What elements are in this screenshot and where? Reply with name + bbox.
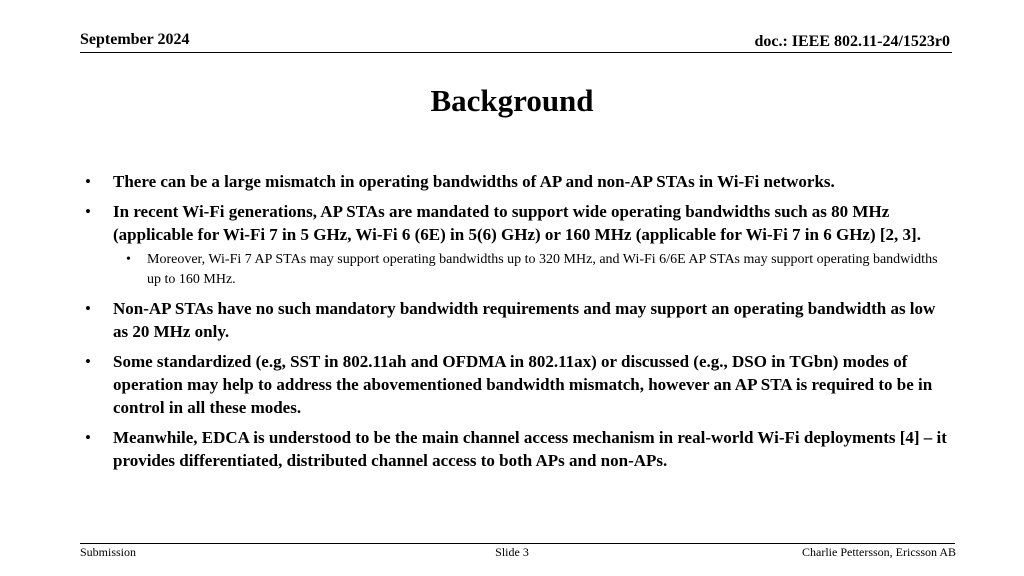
- footer-slide-number: Slide 3: [495, 545, 529, 559]
- footer-author: Charlie Pettersson, Ericsson AB: [802, 545, 956, 559]
- slide-title: Background: [430, 83, 594, 118]
- header-divider: [80, 52, 952, 53]
- bullet-list: [80, 170, 950, 479]
- header-date: September 2024: [80, 31, 190, 48]
- bullet-item: • Meanwhile, EDCA is understood to be the main channel access mechanism in real-world Wi-Fi deployments [4] – it provides differentiated, distributed channel access to both APs and non-APs.: [80, 426, 950, 472]
- bullet-item: • Some standardized (e.g, SST in 802.11ah and OFDMA in 802.11ax) or discussed (e.g., DSO in TGbn) modes of operation may help to address the abovementioned bandwidth mismatch, however an AP STA is required to be in control in all these modes.: [80, 350, 950, 419]
- bullet-item: • Non-AP STAs have no such mandatory bandwidth requirements and may support an operating bandwidth as low as 20 MHz only.: [80, 297, 950, 343]
- footer-divider: [80, 543, 955, 544]
- bullet-item: • There can be a large mismatch in operating bandwidths of AP and non-AP STAs in Wi-Fi networks.: [80, 170, 950, 193]
- footer-submission: Submission: [80, 545, 137, 559]
- bullet-item: • In recent Wi-Fi generations, AP STAs are mandated to support wide operating bandwidths such as 80 MHz (applicable for Wi-Fi 7 in 5 GHz, Wi-Fi 6 (6E) in 5(6) GHz) or 160 MHz (applicable for Wi-Fi 7 in 6 GHz) [2, 3].: [80, 200, 950, 246]
- sub-bullet-item: • Moreover, Wi-Fi 7 AP STAs may support operating bandwidths up to 320 MHz, and Wi-Fi 6/6E AP STAs may support operating bandwidths up to 160 MHz.: [80, 250, 950, 290]
- header-doc-id: doc.: IEEE 802.11-24/1523r0: [754, 33, 950, 50]
